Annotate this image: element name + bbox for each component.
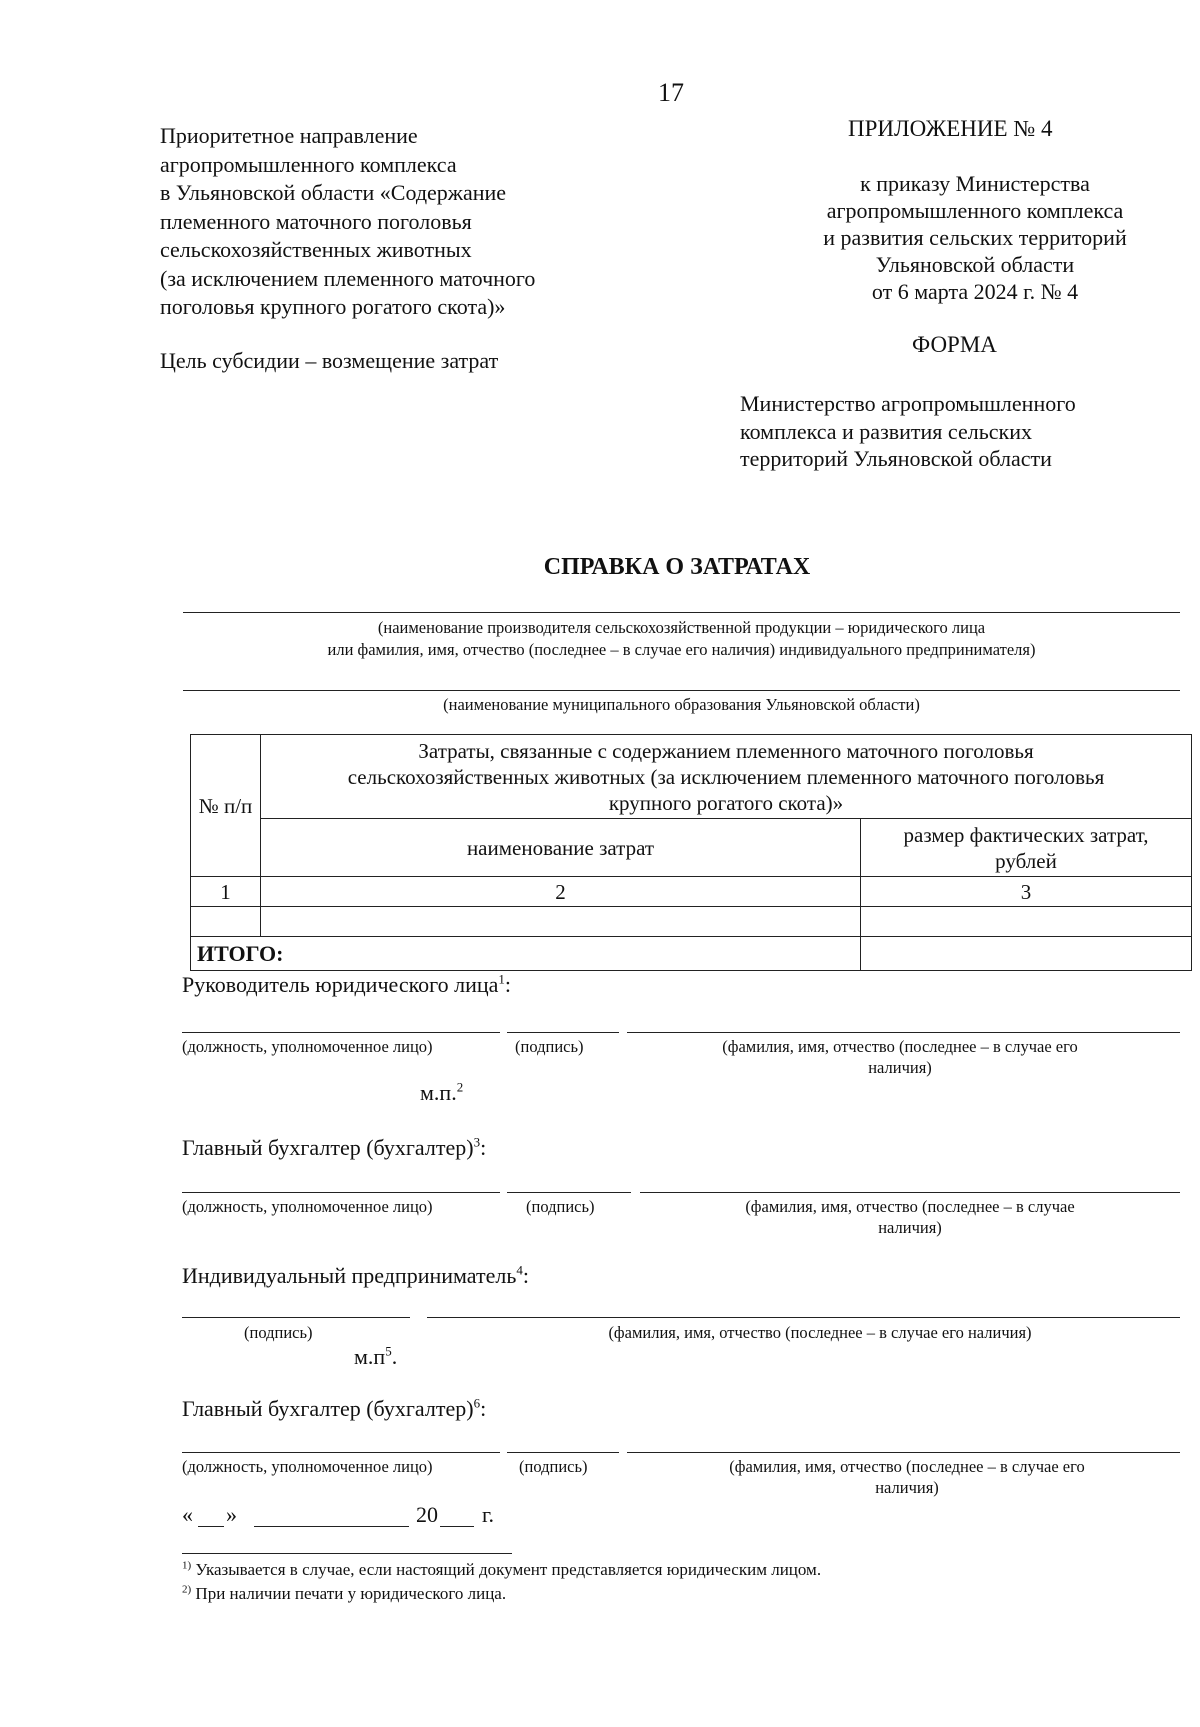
accountant2-fio-line[interactable] xyxy=(627,1452,1180,1453)
position-hint: (должность, уполномоченное лицо) xyxy=(182,1457,433,1476)
empty-cell[interactable] xyxy=(861,907,1192,937)
date-year-prefix: 20 xyxy=(416,1502,438,1527)
date-year-line[interactable] xyxy=(440,1526,474,1527)
stamp-text: м.п. xyxy=(420,1080,457,1105)
fio-hint xyxy=(660,1036,1140,1078)
fio-hint-line: (фамилия, имя, отчество (последнее – в случае его xyxy=(722,1037,1078,1056)
priority-line: в Ульяновской области «Содержание xyxy=(160,180,507,205)
priority-line: поголовья крупного рогатого скота)» xyxy=(160,294,506,319)
appendix-order xyxy=(775,170,1175,305)
accountant-label: Главный бухгалтер (бухгалтер)$^3$: xyxy=(182,1134,487,1160)
priority-line: сельскохозяйственных животных xyxy=(160,237,472,262)
head-fio-line[interactable] xyxy=(627,1032,1180,1033)
date-year-suffix: г. xyxy=(482,1502,495,1527)
head-signature-line[interactable] xyxy=(507,1032,619,1033)
fio-hint-line: (фамилия, имя, отчество (последнее – в случае его xyxy=(729,1457,1085,1476)
ministry-line: Министерство агропромышленного xyxy=(740,391,1076,416)
footnote-ref: 6 xyxy=(473,1395,481,1411)
footnote-ref: 1 xyxy=(498,971,505,987)
municipality-hint: (наименование муниципального образования Ульяновской области) xyxy=(443,695,920,714)
footnote-mark: 1) xyxy=(182,1559,192,1572)
index-cell: 1 xyxy=(191,877,261,907)
index-cell: 2 xyxy=(261,877,861,907)
ministry-line: территорий Ульяновской области xyxy=(740,446,1052,471)
subsidy-goal: Цель субсидии – возмещение затрат xyxy=(160,348,499,373)
accountant-label-text: Главный бухгалтер (бухгалтер) xyxy=(182,1135,474,1160)
footnote-2 xyxy=(182,1582,506,1606)
accountant-label: Главный бухгалтер (бухгалтер)$^6$: xyxy=(182,1395,487,1421)
group-header-line: сельскохозяйственных животных (за исключением племенного маточного поголовья xyxy=(347,764,1105,789)
ministry-line: комплекса и развития сельских xyxy=(740,418,1032,444)
footnote-mark: 2) xyxy=(182,1583,192,1596)
header-number-label: № п/п xyxy=(198,793,253,818)
entrepreneur-label-text: Индивидуальный предприниматель xyxy=(182,1263,517,1288)
stamp-place xyxy=(420,1080,463,1106)
total-label: ИТОГО: xyxy=(191,937,861,971)
ministry-addressee xyxy=(740,390,1076,473)
fio-hint-line: (фамилия, имя, отчество (последнее – в случае xyxy=(745,1197,1075,1216)
group-header-line: Затраты, связанные с содержанием племенного маточного поголовья xyxy=(418,738,1034,763)
document-title: СПРАВКА О ЗАТРАТАХ xyxy=(543,554,811,580)
index-cell: 3 xyxy=(861,877,1192,907)
entrepreneur-fio-line[interactable] xyxy=(427,1317,1180,1318)
accountant-position-line[interactable] xyxy=(182,1192,500,1193)
date-quote-close: » xyxy=(226,1502,237,1527)
header-number xyxy=(191,735,261,877)
group-header-line: крупного рогатого скота)» xyxy=(608,790,844,815)
priority-direction xyxy=(160,122,600,322)
order-line: от 6 марта 2024 г. № 4 xyxy=(871,279,1079,304)
priority-line: агропромышленного комплекса xyxy=(160,151,457,177)
footnote-ref: 3 xyxy=(473,1134,481,1150)
fio-hint: (фамилия, имя, отчество (последнее – в случае его наличия) xyxy=(608,1323,1032,1342)
accountant2-signature-line[interactable] xyxy=(507,1452,619,1453)
position-hint: (должность, уполномоченное лицо) xyxy=(182,1037,433,1056)
page-number: 17 xyxy=(658,78,684,107)
header-cost-name: наименование затрат xyxy=(261,819,861,877)
order-line: Ульяновской области xyxy=(875,252,1075,277)
fio-hint-line: наличия) xyxy=(868,1058,932,1077)
appendix-title: ПРИЛОЖЕНИЕ № 4 xyxy=(848,116,1053,141)
position-hint: (должность, уполномоченное лицо) xyxy=(182,1197,433,1216)
fio-hint xyxy=(672,1456,1142,1498)
priority-line: Приоритетное направление xyxy=(160,123,418,148)
date-line xyxy=(182,1502,542,1532)
order-line: агропромышленного комплекса xyxy=(826,198,1124,223)
fio-hint-line: наличия) xyxy=(878,1218,942,1237)
stamp-place: $м.п^5$. xyxy=(354,1343,398,1369)
order-line: к приказу Министерства xyxy=(860,171,1090,196)
footnote-ref: 4 xyxy=(516,1262,523,1278)
signature-hint: (подпись) xyxy=(519,1457,588,1476)
municipality-fill-line[interactable] xyxy=(183,690,1180,691)
footnote-ref: 2 xyxy=(456,1079,464,1095)
signature-hint: (подпись) xyxy=(244,1323,313,1342)
head-label: Руководитель юридического лица$^1$: xyxy=(182,971,512,997)
date-quote-open: « xyxy=(182,1502,193,1527)
signature-hint: (подпись) xyxy=(526,1197,595,1216)
empty-cell[interactable] xyxy=(261,907,861,937)
head-position-line[interactable] xyxy=(182,1032,500,1033)
accountant-label-text: Главный бухгалтер (бухгалтер) xyxy=(182,1396,474,1421)
footnote-text: При наличии печати у юридического лица. xyxy=(195,1584,507,1603)
date-day-line[interactable] xyxy=(198,1526,224,1527)
stamp-text: м.п xyxy=(354,1344,386,1369)
footnote-text: Указывается в случае, если настоящий документ представляется юридическим лицом. xyxy=(195,1560,822,1579)
date-month-line[interactable] xyxy=(254,1526,409,1527)
accountant-signature-line[interactable] xyxy=(507,1192,631,1193)
producer-fill-line[interactable] xyxy=(183,612,1180,613)
priority-line: (за исключением племенного маточного xyxy=(160,265,536,291)
header-cost-amount xyxy=(861,819,1192,877)
footnote-1 xyxy=(182,1558,821,1582)
producer-hint-2: или фамилия, имя, отчество (последнее – в случае его наличия) индивидуального предпринимателя) xyxy=(327,640,1036,659)
entrepreneur-label: Индивидуальный предприниматель$^4$: xyxy=(182,1262,530,1288)
costs-table xyxy=(190,734,1192,971)
footnote-ref: 5 xyxy=(385,1343,392,1359)
accountant-fio-line[interactable] xyxy=(640,1192,1180,1193)
fio-hint xyxy=(680,1196,1140,1238)
header-costs-group xyxy=(261,735,1192,819)
order-line: и развития сельских территорий xyxy=(823,225,1127,250)
total-value-cell[interactable] xyxy=(861,937,1192,971)
priority-line: племенного маточного поголовья xyxy=(160,208,472,234)
signature-hint: (подпись) xyxy=(515,1037,584,1056)
head-label-text: Руководитель юридического лица xyxy=(182,972,499,997)
producer-hint-1: (наименование производителя сельскохозяйственной продукции – юридического лица xyxy=(377,618,986,637)
accountant2-position-line[interactable] xyxy=(182,1452,500,1453)
amount-header-line: рублей xyxy=(995,848,1057,873)
amount-header-line: размер фактических затрат, xyxy=(903,822,1149,847)
entrepreneur-signature-line[interactable] xyxy=(182,1317,410,1318)
fio-hint-line: наличия) xyxy=(875,1478,939,1497)
footnote-separator xyxy=(182,1553,512,1554)
empty-cell[interactable] xyxy=(191,907,261,937)
form-label: ФОРМА xyxy=(912,332,997,357)
